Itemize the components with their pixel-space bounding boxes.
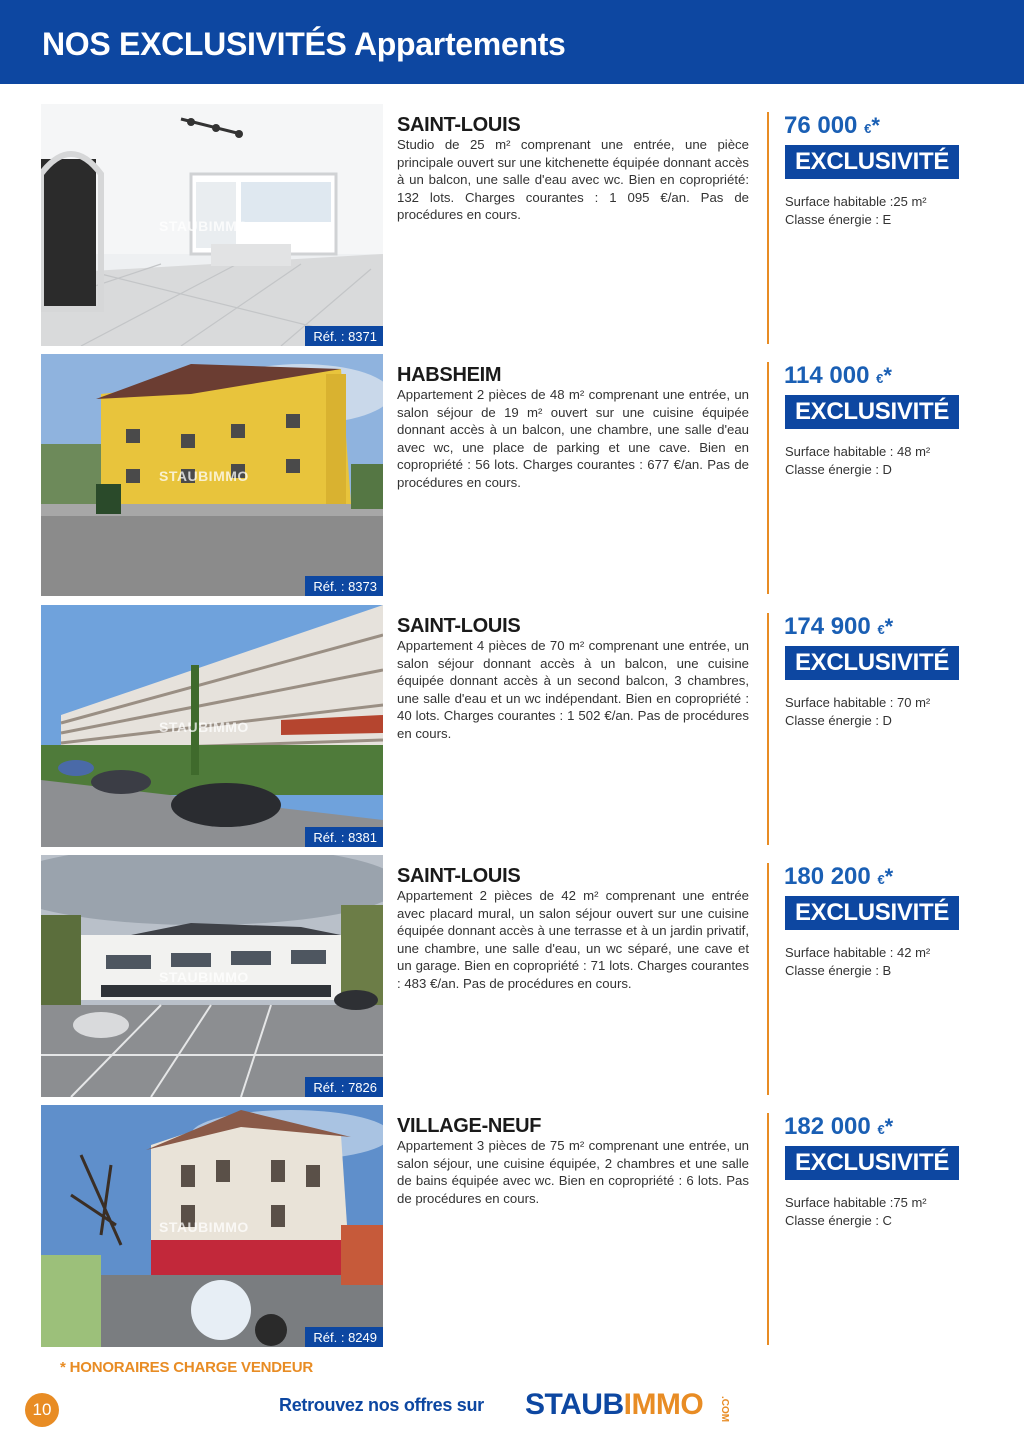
listing-description: Appartement 4 pièces de 70 m² comprenant une entrée, un salon séjour donnant accès à un balcon, une cuisine équipée donnant accès à un second balcon, 3 chambres, une salle d'eau et un wc indépendant. Bien en copropriété : 40 lots. Charges courantes : 1 502 €/an. Pas de procédures en cours. — [397, 638, 749, 741]
fees-footnote: * HONORAIRES CHARGE VENDEUR — [60, 1359, 313, 1376]
surface-area: Surface habitable : 48 m² — [785, 444, 931, 459]
divider — [767, 863, 769, 1095]
listing-description: Appartement 2 pièces de 48 m² comprenant une entrée, un salon séjour de 19 m² ouvert sur une cuisine équipée donnant accès à un balcon, une chambre, une salle d'eau avec wc, une place de parking et une cave. Bien en copropriété : 56 lots. Charges courantes : 677 €/an. Pas de procédures en cours. — [397, 387, 749, 490]
watermark: STAUBIMMO — [159, 969, 249, 985]
energy-class: Classe énergie : D — [785, 462, 892, 477]
listing-city: SAINT-LOUIS — [397, 615, 521, 637]
watermark: STAUBIMMO — [159, 218, 249, 234]
exclusivity-badge: EXCLUSIVITÉ — [785, 145, 959, 179]
reference-badge: Réf. : 8373 — [305, 576, 383, 596]
corner-building-photo[interactable] — [41, 1105, 383, 1347]
currency-symbol: € — [877, 1122, 885, 1137]
logo-text-staub: STAUB — [525, 1388, 624, 1421]
listing-city: HABSHEIM — [397, 364, 502, 386]
listing-card[interactable] — [0, 855, 1024, 1097]
exclusivity-badge: EXCLUSIVITÉ — [785, 1146, 959, 1180]
page-title: NOS EXCLUSIVITÉS Appartements — [42, 26, 566, 62]
watermark: STAUBIMMO — [159, 468, 249, 484]
divider — [767, 1113, 769, 1345]
price-asterisk: * — [884, 1114, 894, 1139]
listing-city: VILLAGE-NEUF — [397, 1115, 542, 1137]
listing-price: 114 000 €* — [784, 362, 892, 389]
listing-description: Studio de 25 m² comprenant une entrée, une pièce principale ouvert sur une kitchenette équipée donnant accès à un balcon, une salle d'eau avec wc. Bien en copropriété: 132 lots. Charges courantes : 1 095 €/an. Pas de procédures en cours. — [397, 137, 749, 223]
energy-class: Classe énergie : B — [785, 963, 892, 978]
listing-city: SAINT-LOUIS — [397, 865, 521, 887]
logo-text-immo: IMMO — [623, 1388, 704, 1421]
price-asterisk: * — [871, 113, 880, 138]
listing-card[interactable] — [0, 104, 1024, 346]
watermark: STAUBIMMO — [159, 719, 249, 735]
surface-area: Surface habitable : 42 m² — [785, 945, 931, 960]
listing-card[interactable] — [0, 1105, 1024, 1347]
listing-card[interactable] — [0, 605, 1024, 847]
reference-badge: Réf. : 8249 — [305, 1327, 383, 1347]
price-asterisk: * — [884, 614, 894, 639]
studio-interior-photo[interactable] — [41, 104, 383, 346]
energy-class: Classe énergie : D — [785, 713, 892, 728]
surface-area: Surface habitable :75 m² — [785, 1195, 927, 1210]
page-number: 10 — [25, 1393, 59, 1427]
website-cta: Retrouvez nos offres sur — [279, 1395, 484, 1415]
logo-domain-suffix: .COM — [719, 1396, 730, 1423]
divider — [767, 362, 769, 594]
surface-area: Surface habitable :25 m² — [785, 194, 927, 209]
currency-symbol: € — [876, 371, 884, 386]
currency-symbol: € — [864, 121, 872, 136]
watermark: STAUBIMMO — [159, 1219, 249, 1235]
listing-description: Appartement 2 pièces de 42 m² comprenant une entrée avec placard mural, un salon séjour ouvert sur une cuisine équipée donnant accès à une terrasse et à un jardin privatif, une chambre, une salle d'eau, un wc séparé, une cave et un garage. Bien en copropriété : 71 lots. Charges courantes : 483 €/an. Pas de procédures en cours. — [397, 888, 749, 991]
page-header — [0, 0, 1024, 84]
divider — [767, 112, 769, 344]
listing-card[interactable] — [0, 354, 1024, 596]
currency-symbol: € — [877, 622, 885, 637]
apartment-block-photo[interactable] — [41, 605, 383, 847]
reference-badge: Réf. : 7826 — [305, 1077, 383, 1097]
energy-class: Classe énergie : E — [785, 212, 892, 227]
reference-badge: Réf. : 8371 — [305, 326, 383, 346]
exclusivity-badge: EXCLUSIVITÉ — [785, 896, 959, 930]
price-asterisk: * — [884, 864, 894, 889]
yellow-building-photo[interactable] — [41, 354, 383, 596]
listing-price: 180 200 €* — [784, 863, 894, 890]
modern-residence-photo[interactable] — [41, 855, 383, 1097]
currency-symbol: € — [877, 872, 885, 887]
exclusivity-badge: EXCLUSIVITÉ — [785, 646, 959, 680]
listing-city: SAINT-LOUIS — [397, 114, 521, 136]
price-asterisk: * — [883, 363, 892, 388]
surface-area: Surface habitable : 70 m² — [785, 695, 931, 710]
staubimmo-logo[interactable] — [525, 1388, 703, 1422]
energy-class: Classe énergie : C — [785, 1213, 892, 1228]
listing-price: 174 900 €* — [784, 613, 894, 640]
divider — [767, 613, 769, 845]
listing-price: 182 000 €* — [784, 1113, 894, 1140]
listing-description: Appartement 3 pièces de 75 m² comprenant une entrée, un salon séjour, une cuisine équipée, 2 chambres et une salle de bains équipée avec wc. Bien en copropriété : 6 lots. Pas de procédures en cours. — [397, 1138, 749, 1206]
listing-price: 76 000 €* — [784, 112, 880, 139]
exclusivity-badge: EXCLUSIVITÉ — [785, 395, 959, 429]
reference-badge: Réf. : 8381 — [305, 827, 383, 847]
